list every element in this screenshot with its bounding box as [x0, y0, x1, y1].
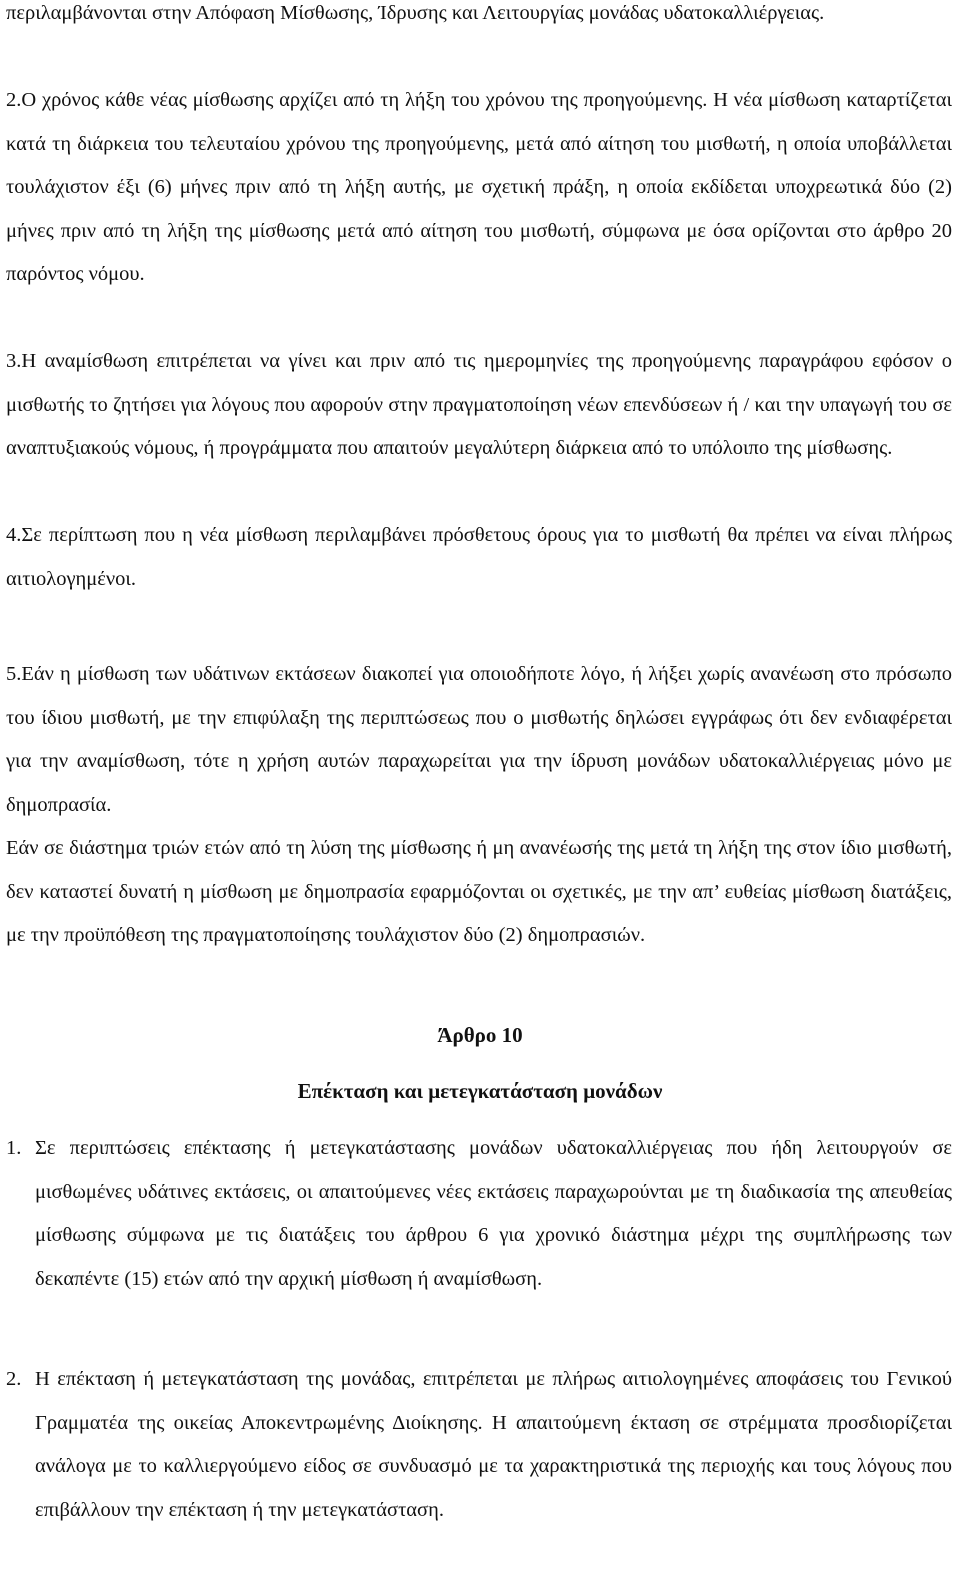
list-item-2-number: 2.: [6, 1368, 22, 1390]
article-title-heading: Επέκταση και μετεγκατάσταση μονάδων: [297, 1079, 663, 1103]
list-item-2-text: Η επέκταση ή μετεγκατάσταση της μονάδας, επιτρέπεται με πλήρως αιτιολογημένες αποφάσεις του Γενικού Γραμματέα της οικείας Αποκεντρωμένης Διοίκησης. Η απαιτούμενη έκταση σε στρέμματα προσδιορίζεται ανάλογα με το καλλιεργούμενο είδος σε συνδυασμό με τα χαρακτηριστικά της περιοχής και τους λόγους που επιβάλλουν την επέκταση ή την μετεγκατάσταση.: [35, 1368, 952, 1521]
paragraph-5: 5.Εάν η μίσθωση των υδάτινων εκτάσεων διακοπεί για οποιοδήποτε λόγο, ή λήξει χωρίς ανανέωση στο πρόσωπο του ίδιου μισθωτή, με την επιφύλαξη της περιπτώσεως που ο μισθωτής δηλώσει εγγράφως ότι δεν ενδιαφέρεται για την αναμίσθωση, τότε η χρήση αυτών παραχωρείται για την ίδρυση μονάδων υδατοκαλλιέργειας μόνο με δημοπρασία.: [6, 663, 952, 816]
paragraph-5b: Εάν σε διάστημα τριών ετών από τη λύση της μίσθωσης ή μη ανανέωσής της μετά τη λήξη της στον ίδιο μισθωτή, δεν καταστεί δυνατή η μίσθωση με δημοπρασία εφαρμόζονται οι σχετικές, με την απ’ ευθείας μίσθωση διατάξεις, με την προϋπόθεση της πραγματοποίησης τουλάχιστον δύο (2) δημοπρασιών.: [6, 837, 952, 946]
paragraph-4: 4.Σε περίπτωση που η νέα μίσθωση περιλαμβάνει πρόσθετους όρους για το μισθωτή θα πρέπει να είναι πλήρως αιτιολογημένοι.: [6, 524, 952, 590]
article-number-heading: Άρθρο 10: [437, 1023, 523, 1047]
paragraph-2: 2.Ο χρόνος κάθε νέας μίσθωσης αρχίζει από τη λήξη του χρόνου της προηγούμενης. Η νέα μίσθωση καταρτίζεται κατά τη διάρκεια του τελευταίου χρόνου της προηγούμενης, μετά από αίτηση του μισθωτή, η οποία υποβάλλεται τουλάχιστον έξι (6) μήνες πριν από τη λήξη αυτής, με σχετική πράξη, η οποία εκδίδεται υποχρεωτικά δύο (2) μήνες πριν από τη λήξη της μίσθωσης μετά από αίτηση του μισθωτή, σύμφωνα με όσα ορίζονται στο άρθρο 20 παρόντος νόμου.: [6, 89, 952, 285]
paragraph-3: 3.Η αναμίσθωση επιτρέπεται να γίνει και πριν από τις ημερομηνίες της προηγούμενης παραγράφου εφόσον ο μισθωτής το ζητήσει για λόγους που αφορούν στην πραγματοποίηση νέων επενδύσεων ή / και την υπαγωγή του σε αναπτυξιακούς νόμους, ή προγράμματα που απαιτούν μεγαλύτερη διάρκεια από το υπόλοιπο της μίσθωσης.: [6, 350, 952, 459]
paragraph-continuation: περιλαμβάνονται στην Απόφαση Μίσθωσης, Ίδρυσης και Λειτουργίας μονάδας υδατοκαλλιέργειας.: [6, 2, 825, 24]
list-item-1-text: Σε περιπτώσεις επέκτασης ή μετεγκατάστασης μονάδων υδατοκαλλιέργειας που ήδη λειτουργούν σε μισθωμένες υδάτινες εκτάσεις, οι απαιτούμενες νέες εκτάσεις παραχωρούνται με τη διαδικασία της απευθείας μίσθωσης σύμφωνα με τις διατάξεις του άρθρου 6 για χρονικό διάστημα μέχρι της συμπλήρωσης των δεκαπέντε (15) ετών από την αρχική μίσθωση ή αναμίσθωση.: [35, 1137, 952, 1290]
list-item-1-number: 1.: [6, 1137, 22, 1159]
